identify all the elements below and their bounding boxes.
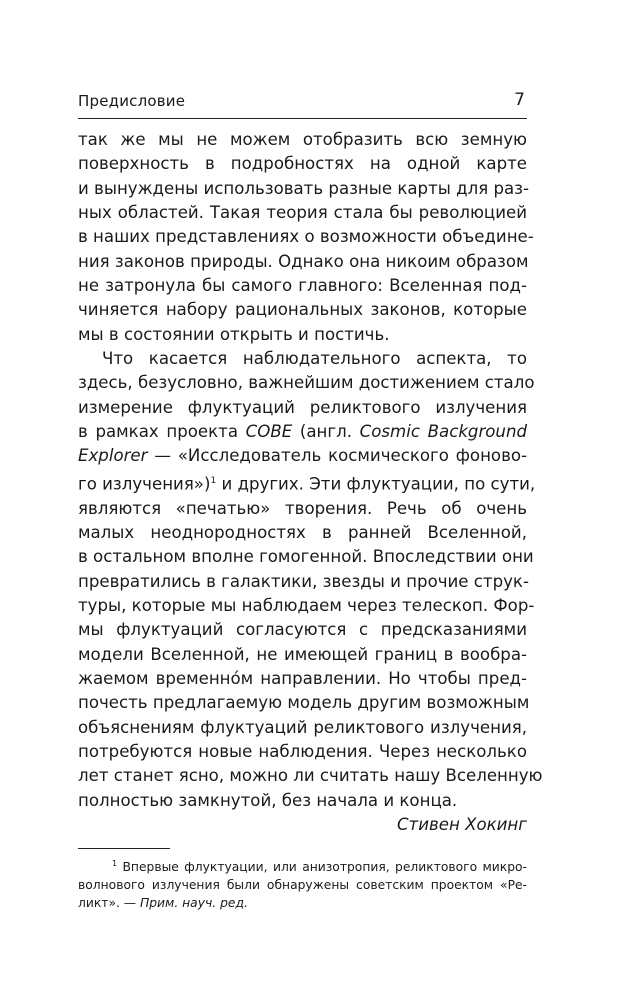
footnote-separator <box>78 848 170 849</box>
text-line: почесть предлагаемую модель другим возможным <box>78 693 530 713</box>
text-run: Впервые флуктуации, или анизотропия, реликтового микро- <box>117 860 527 875</box>
footnote-reference[interactable]: 1 <box>210 475 217 486</box>
footnote-line: волнового излучения были обнаружены советским проектом «Ре- <box>78 878 527 893</box>
text-line: в наших представлениях о возможности объедине- <box>78 227 534 247</box>
running-title: Предисловие <box>78 92 186 110</box>
text-line: являются «печатью» творения. Речь об очень <box>78 498 527 518</box>
project-name: COBE <box>245 422 293 442</box>
text-run: и других. Эти флуктуации, по сути, <box>216 474 536 494</box>
text-line: ных областей. Такая теория стала бы революцией <box>78 203 527 223</box>
text-line: не затронула бы самого главного: Вселенная под- <box>78 276 527 296</box>
text-line: мы в состоянии открыть и постичь. <box>78 324 390 344</box>
text-run: (англ. <box>292 422 360 442</box>
text-line <box>78 420 527 444</box>
text-line: туры, которые мы наблюдаем через телескоп. Фор- <box>78 596 535 616</box>
text-line: малых неоднородностях в ранней Вселенной, <box>78 523 527 543</box>
text-line: здесь, безусловно, важнейшим достижением стало <box>78 373 535 393</box>
text-line: так же мы не можем отобразить всю земную <box>78 130 527 149</box>
text-line: мы флуктуаций согласуются с предсказаниями <box>78 620 527 640</box>
author-signature: Стивен Хокинг <box>396 815 527 835</box>
text-line: чиняется набору рациональных законов, которые <box>78 300 527 320</box>
text-line: Что касается наблюдательного аспекта, то <box>102 349 527 369</box>
text-line: и вынуждены использовать разные карты для раз- <box>78 178 529 198</box>
text-run: го излучения») <box>78 474 211 494</box>
text-line: потребуются новые наблюдения. Через несколько <box>78 742 527 762</box>
text-line: поверхность в подробностях на одной карте <box>78 154 527 174</box>
footnote-marker: 1 <box>112 859 118 868</box>
footnote-line <box>78 855 527 876</box>
text-run: ликт». — <box>78 896 140 911</box>
text-line <box>78 444 527 468</box>
text-line: в остальном вполне гомогенной. Впоследствии они <box>78 547 534 567</box>
text-run: — «Исследователь космического фоново- <box>147 446 527 466</box>
footnote-line <box>78 894 527 912</box>
footnote <box>78 855 527 912</box>
text-run: в рамках проекта <box>78 422 246 442</box>
body-text <box>78 128 543 838</box>
english-term: Explorer <box>78 446 148 466</box>
page-number: 7 <box>514 90 525 110</box>
text-line: жаемом временно́м направлении. Но чтобы пред- <box>78 669 527 689</box>
text-line: измерение флуктуаций реликтового излучения <box>78 397 527 417</box>
text-line: объяснениям флуктуаций реликтового излучения, <box>78 717 527 737</box>
text-line: полностью замкнутой, без начала и конца. <box>78 790 458 810</box>
english-term: Cosmic Background <box>359 422 527 442</box>
running-header <box>78 88 527 119</box>
text-line: лет станет ясно, можно ли считать нашу Вселенную <box>78 766 543 786</box>
text-line: ния законов природы. Однако она никоим образом <box>78 251 529 271</box>
text-line: превратились в галактики, звезды и прочие струк- <box>78 571 529 591</box>
text-line: модели Вселенной, не имеющей границ в вообра- <box>78 644 527 664</box>
editor-note: Прим. науч. ред. <box>140 896 248 911</box>
text-line <box>78 469 536 497</box>
